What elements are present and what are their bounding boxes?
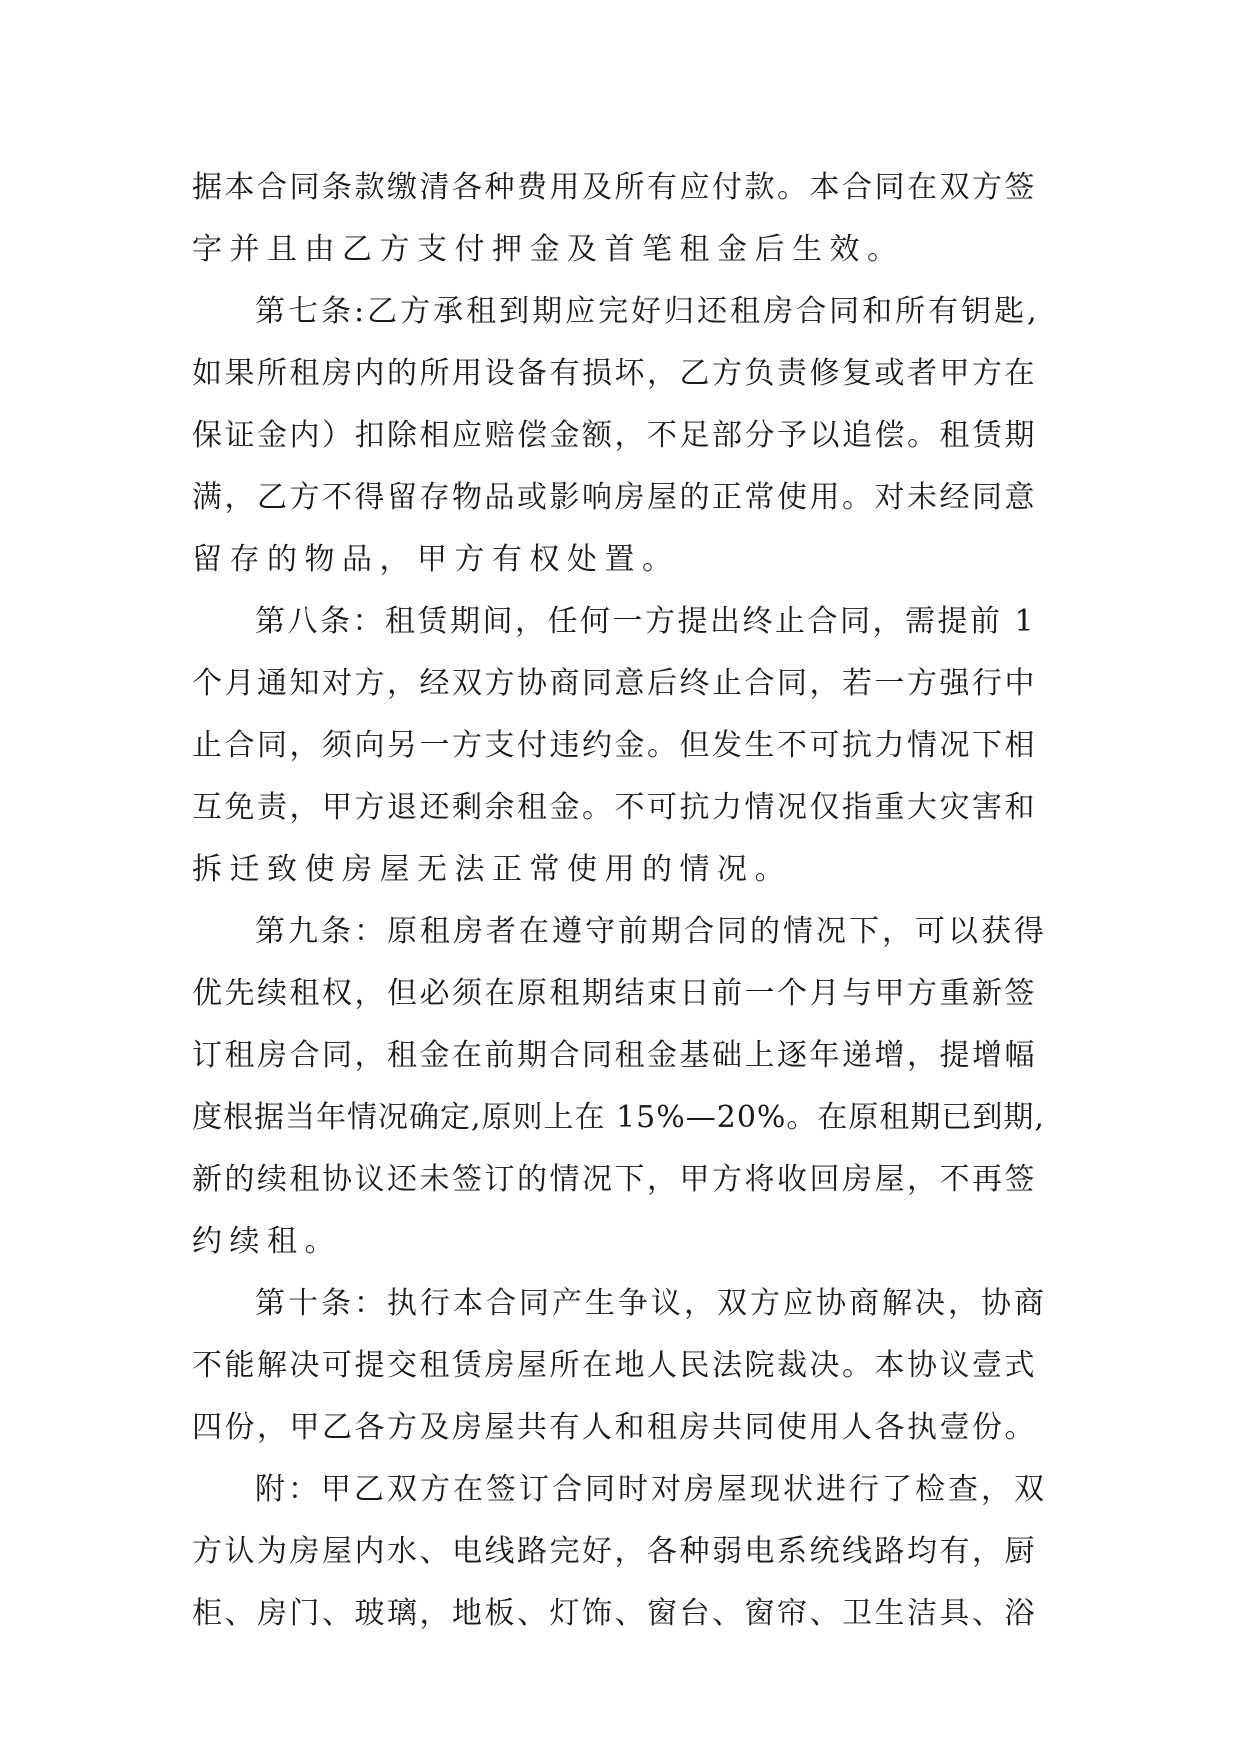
- article-8-heading-line: 第八条：租赁期间，任何一方提出终止合同，需提前 1: [255, 604, 1037, 639]
- paragraph-line: 订租房合同，租金在前期合同租金基础上逐年递增，提增幅: [192, 1038, 1037, 1073]
- paragraph-line: 约续租。: [192, 1224, 342, 1259]
- paragraph-line: 据本合同条款缴清各种费用及所有应付款。本合同在双方签: [192, 170, 1037, 205]
- paragraph-line: 拆迁致使房屋无法正常使用的情况。: [192, 852, 792, 887]
- paragraph-line: 如果所租房内的所用设备有损坏，乙方负责修复或者甲方在: [192, 356, 1037, 391]
- paragraph-line: 保证金内）扣除相应赔偿金额，不足部分予以追偿。租赁期: [192, 418, 1037, 453]
- paragraph-line: 方认为房屋内水、电线路完好，各种弱电系统线路均有，厨: [192, 1534, 1037, 1569]
- paragraph-line: 柜、房门、玻璃，地板、灯饰、窗台、窗帘、卫生洁具、浴: [192, 1596, 1037, 1631]
- paragraph-line: 四份，甲乙各方及房屋共有人和租房共同使用人各执壹份。: [192, 1410, 1037, 1445]
- paragraph-line: 留存的物品，甲方有权处置。: [192, 542, 680, 577]
- article-9-heading-line: 第九条：原租房者在遵守前期合同的情况下，可以获得: [255, 914, 1047, 949]
- article-7-heading-line: 第七条:乙方承租到期应完好归还租房合同和所有钥匙,: [255, 294, 1040, 329]
- appendix-heading-line: 附：甲乙双方在签订合同时对房屋现状进行了检查，双: [255, 1472, 1047, 1507]
- paragraph-line: 优先续租权，但必须在原租期结束日前一个月与甲方重新签: [192, 976, 1037, 1011]
- paragraph-line: 个月通知对方，经双方协商同意后终止合同，若一方强行中: [192, 666, 1037, 701]
- paragraph-line: 字并且由乙方支付押金及首笔租金后生效。: [192, 232, 905, 267]
- paragraph-line: 互免责，甲方退还剩余租金。不可抗力情况仅指重大灾害和: [192, 790, 1037, 825]
- paragraph-line: 度根据当年情况确定,原则上在 15%—20%。在原租期已到期,: [192, 1100, 1045, 1135]
- article-10-heading-line: 第十条：执行本合同产生争议，双方应协商解决，协商: [255, 1286, 1047, 1321]
- paragraph-line: 止合同，须向另一方支付违约金。但发生不可抗力情况下相: [192, 728, 1037, 763]
- paragraph-line: 不能解决可提交租赁房屋所在地人民法院裁决。本协议壹式: [192, 1348, 1037, 1383]
- paragraph-line: 新的续租协议还未签订的情况下，甲方将收回房屋，不再签: [192, 1162, 1037, 1197]
- paragraph-line: 满，乙方不得留存物品或影响房屋的正常使用。对未经同意: [192, 480, 1037, 515]
